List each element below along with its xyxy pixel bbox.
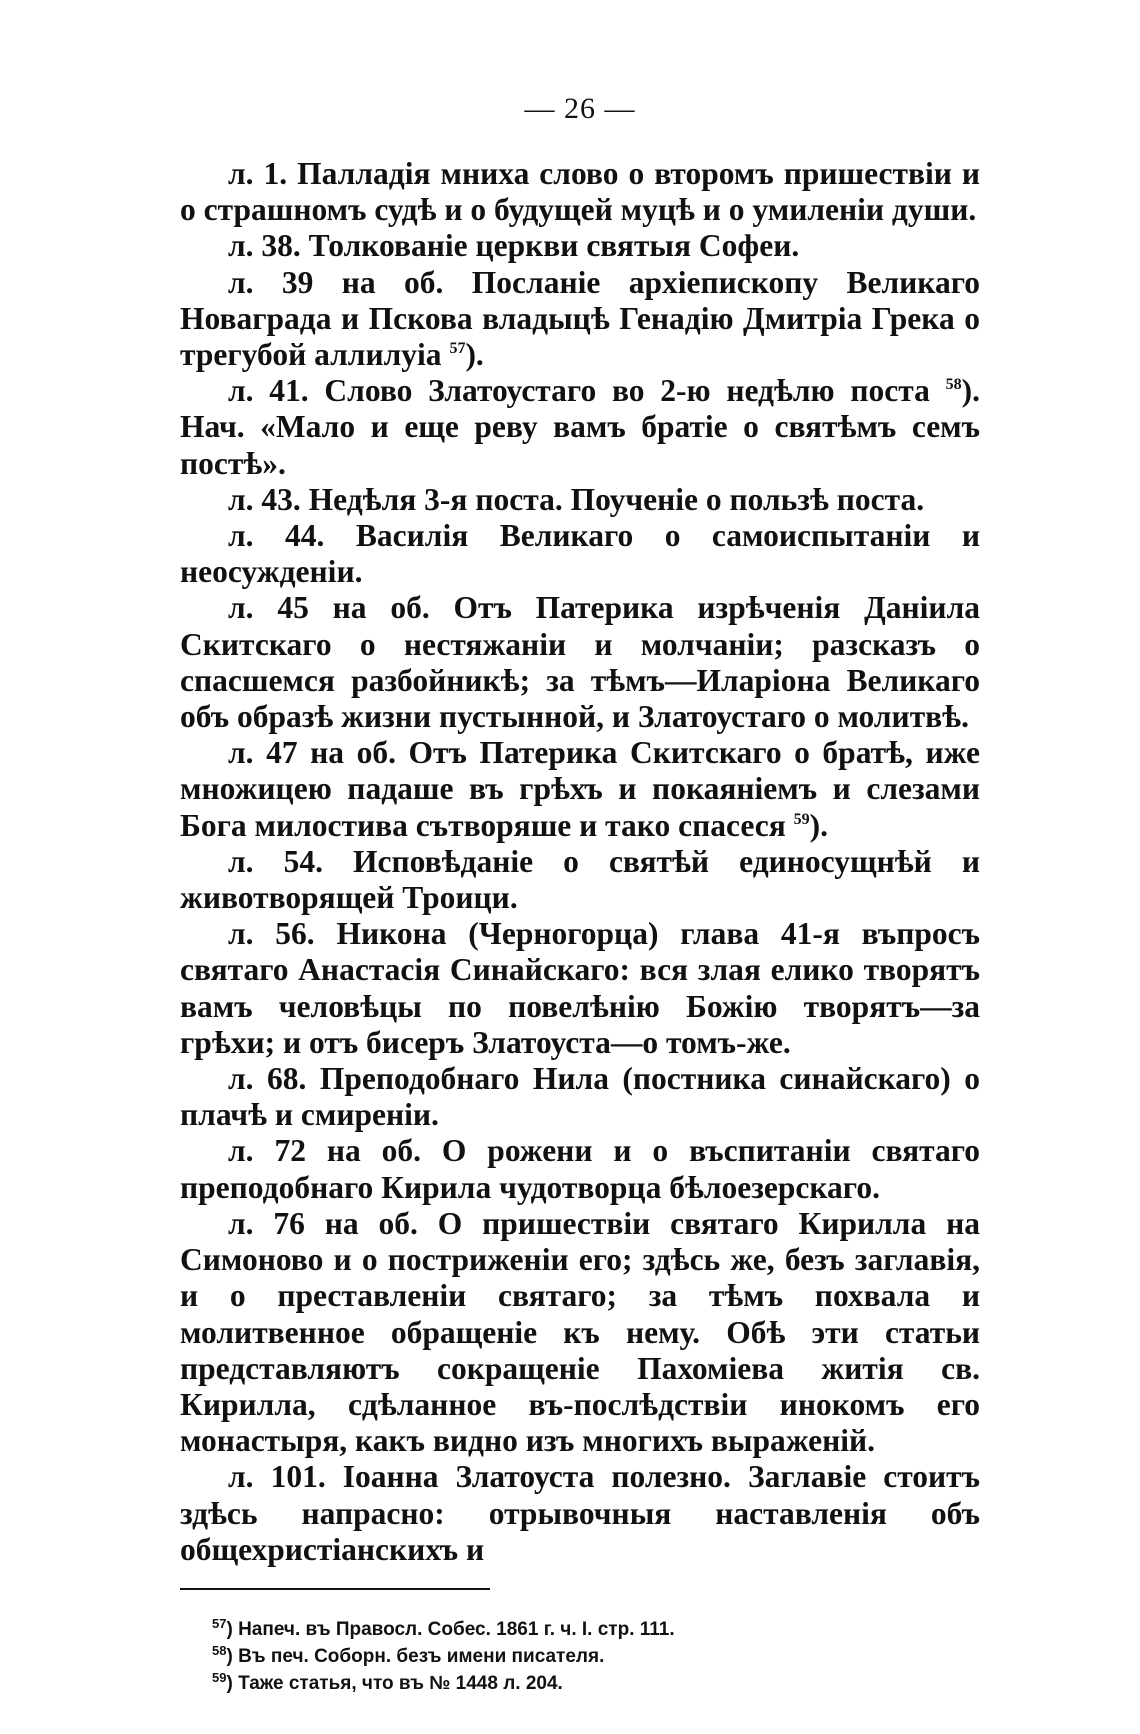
entry-l47: л. 47 на об. Отъ Патерика Скитскаго о братѣ, иже множицею падаше въ грѣхъ и покаяніемъ и слезами Бога милостива сътворяше и тако спасеся $^{59}$). — [180, 735, 980, 843]
footnote-ref-57: 57 — [449, 340, 466, 358]
entry-l101: л. 101. Іоанна Златоуста полезно. Заглавіе стоитъ здѣсь напрасно: отрывочныя наставленія объ общехристіанскихъ и — [180, 1459, 980, 1567]
entry-l56: л. 56. Никона (Черногорца) глава 41-я въпросъ святаго Анастасія Синайскаго: вся злая елико творятъ вамъ человѣцы по повелѣнію Божію творятъ—за грѣхи; и отъ бисеръ Златоуста—о томъ-же. — [180, 916, 980, 1060]
catalog-entries — [180, 156, 980, 1568]
entry-l1: л. 1. Палладія мниха слово о второмъ пришествіи и о страшномъ судѣ и о будущей муцѣ и о умиленіи души. — [180, 156, 980, 228]
footnote-divider — [180, 1588, 490, 1590]
entry-l68: л. 68. Преподобнаго Нила (постника синайскаго) о плачѣ и смиреніи. — [180, 1061, 980, 1133]
footnote-ref-58: 58 — [945, 376, 962, 394]
entry-l76: л. 76 на об. О пришествіи святаго Кирилла на Симоново и о постриженіи его; здѣсь же, безъ заглавія, и о преставленіи святаго; за тѣмъ похвала и молитвенное обращеніе къ нему. Обѣ эти статьи представляютъ сокращеніе Пахоміева житія св. Кирилла, сдѣланное въ-послѣдствіи инокомъ его монастыря, какъ видно изъ многихъ выраженій. — [180, 1205, 980, 1459]
entry-l72: л. 72 на об. О рожени и о въспитаніи святаго преподобнаго Кирила чудотворца бѣлоезерскаго. — [180, 1133, 980, 1205]
entry-l54: л. 54. Исповѣданіе о святѣй единосущнѣй и животворящей Троици. — [180, 843, 980, 916]
book-page — [180, 92, 980, 1697]
footnote-58: $^{58}$) Въ печ. Соборн. безъ имени писателя. — [212, 1642, 605, 1667]
footnotes — [180, 1616, 980, 1697]
page-number: — 26 — — [524, 92, 636, 125]
entry-l38: л. 38. Толкованіе церкви святыя Софеи. — [228, 228, 800, 264]
entry-l41: л. 41. Слово Златоустаго во 2-ю недѣлю поста $^{58}$). Нач. «Мало и еще реву вамъ братіе о святѣмъ семъ постѣ». — [180, 373, 980, 481]
footnote-59: $^{59}$) Таже статья, что въ № 1448 л. 204. — [212, 1669, 563, 1694]
entry-l44: л. 44. Василія Великаго о самоиспытаніи и неосужденіи. — [180, 518, 980, 590]
footnote-57: $^{57}$) Напеч. въ Правосл. Собес. 1861 г. ч. I. стр. 111. — [212, 1615, 675, 1640]
entry-l43: л. 43. Недѣля 3-я поста. Поученіе о пользѣ поста. — [228, 481, 925, 517]
footnote-ref-59: 59 — [793, 810, 810, 828]
entry-l45: л. 45 на об. Отъ Патерика изрѣченія Даніила Скитскаго о нестяжаніи и молчаніи; разсказъ о спасшемся разбойникѣ; за тѣмъ—Иларіона Великаго объ образѣ жизни пустынной, и Златоустаго о молитвѣ. — [180, 590, 980, 735]
entry-l39: л. 39 на об. Посланіе архіепископу Великаго Новаграда и Пскова владыцѣ Генадію Дмитріа Грека о трегубой аллилуіа $^{57}$). — [180, 264, 980, 373]
